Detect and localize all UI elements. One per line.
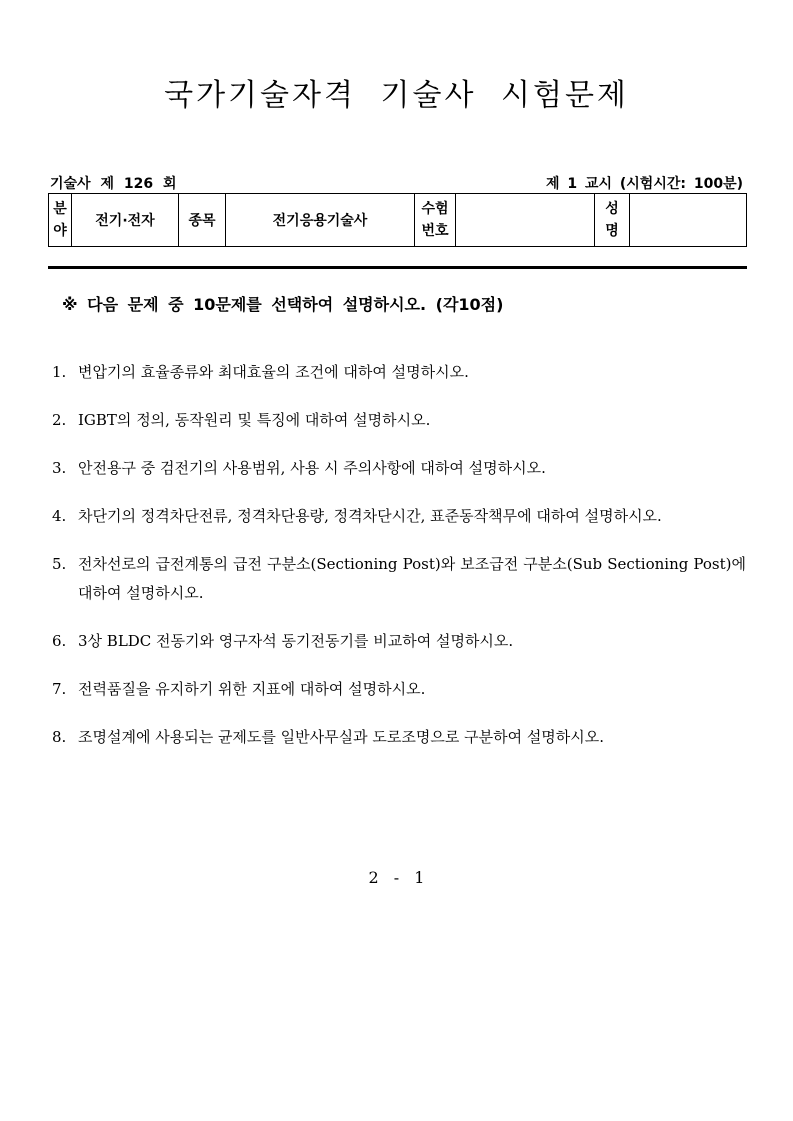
name-label-1: 성 [605, 201, 619, 217]
question-item [52, 358, 746, 387]
name-label-cell [595, 194, 630, 247]
exam-number-field[interactable] [456, 194, 595, 247]
instruction-text: ※ 다음 문제 중 10문제를 선택하여 설명하시오. (각10점) [62, 295, 504, 314]
question-item [52, 454, 746, 483]
name-label-2: 명 [605, 223, 619, 239]
question-text: IGBT의 정의, 동작원리 및 특징에 대하여 설명하시오. [78, 411, 431, 429]
question-number: 2. [52, 411, 67, 429]
exam-info-table [48, 193, 747, 247]
name-field[interactable] [630, 194, 747, 247]
exam-number-label-2: 번호 [421, 223, 449, 239]
question-text: 안전용구 중 검전기의 사용범위, 사용 시 주의사항에 대하여 설명하시오. [78, 459, 546, 477]
question-text: 전차선로의 급전계통의 급전 구분소(Sectioning Post)와 보조급전 구분소(Sub Sectioning Post)에 대하여 설명하시오. [78, 555, 746, 602]
question-number: 5. [52, 555, 67, 573]
question-text: 변압기의 효율종류와 최대효율의 조건에 대하여 설명하시오. [78, 363, 469, 381]
question-item [52, 675, 746, 704]
question-number: 4. [52, 507, 67, 525]
question-item [52, 550, 746, 608]
divider-rule [48, 266, 747, 269]
field-label-cell [49, 194, 72, 247]
question-item [52, 627, 746, 656]
field-label-1: 분 [53, 201, 67, 217]
question-item [52, 723, 746, 752]
exam-number-label-cell [415, 194, 456, 247]
question-text: 전력품질을 유지하기 위한 지표에 대하여 설명하시오. [78, 680, 426, 698]
question-item [52, 502, 746, 531]
question-text: 조명설계에 사용되는 균제도를 일반사무실과 도로조명으로 구분하여 설명하시오. [78, 728, 605, 746]
question-number: 8. [52, 728, 67, 746]
question-list [52, 358, 746, 771]
category-label: 종목 [179, 194, 226, 247]
exam-session: 제 1 교시 (시험시간: 100분) [545, 176, 743, 192]
exam-number-label-1: 수험 [421, 201, 449, 217]
field-value: 전기·전자 [72, 194, 179, 247]
exam-round: 기술사 제 126 회 [50, 176, 177, 192]
category-value: 전기응용기술사 [226, 194, 415, 247]
question-number: 1. [52, 363, 67, 381]
question-text: 차단기의 정격차단전류, 정격차단용량, 정격차단시간, 표준동작책무에 대하여 설명하시오. [78, 507, 662, 525]
question-number: 3. [52, 459, 67, 477]
question-text: 3상 BLDC 전동기와 영구자석 동기전동기를 비교하여 설명하시오. [78, 632, 514, 650]
page-number: 2 - 1 [368, 868, 425, 887]
document-title: 국가기술자격 기술사 시험문제 [164, 78, 629, 113]
question-number: 7. [52, 680, 67, 698]
question-item [52, 406, 746, 435]
question-number: 6. [52, 632, 67, 650]
field-label-2: 야 [53, 223, 67, 239]
